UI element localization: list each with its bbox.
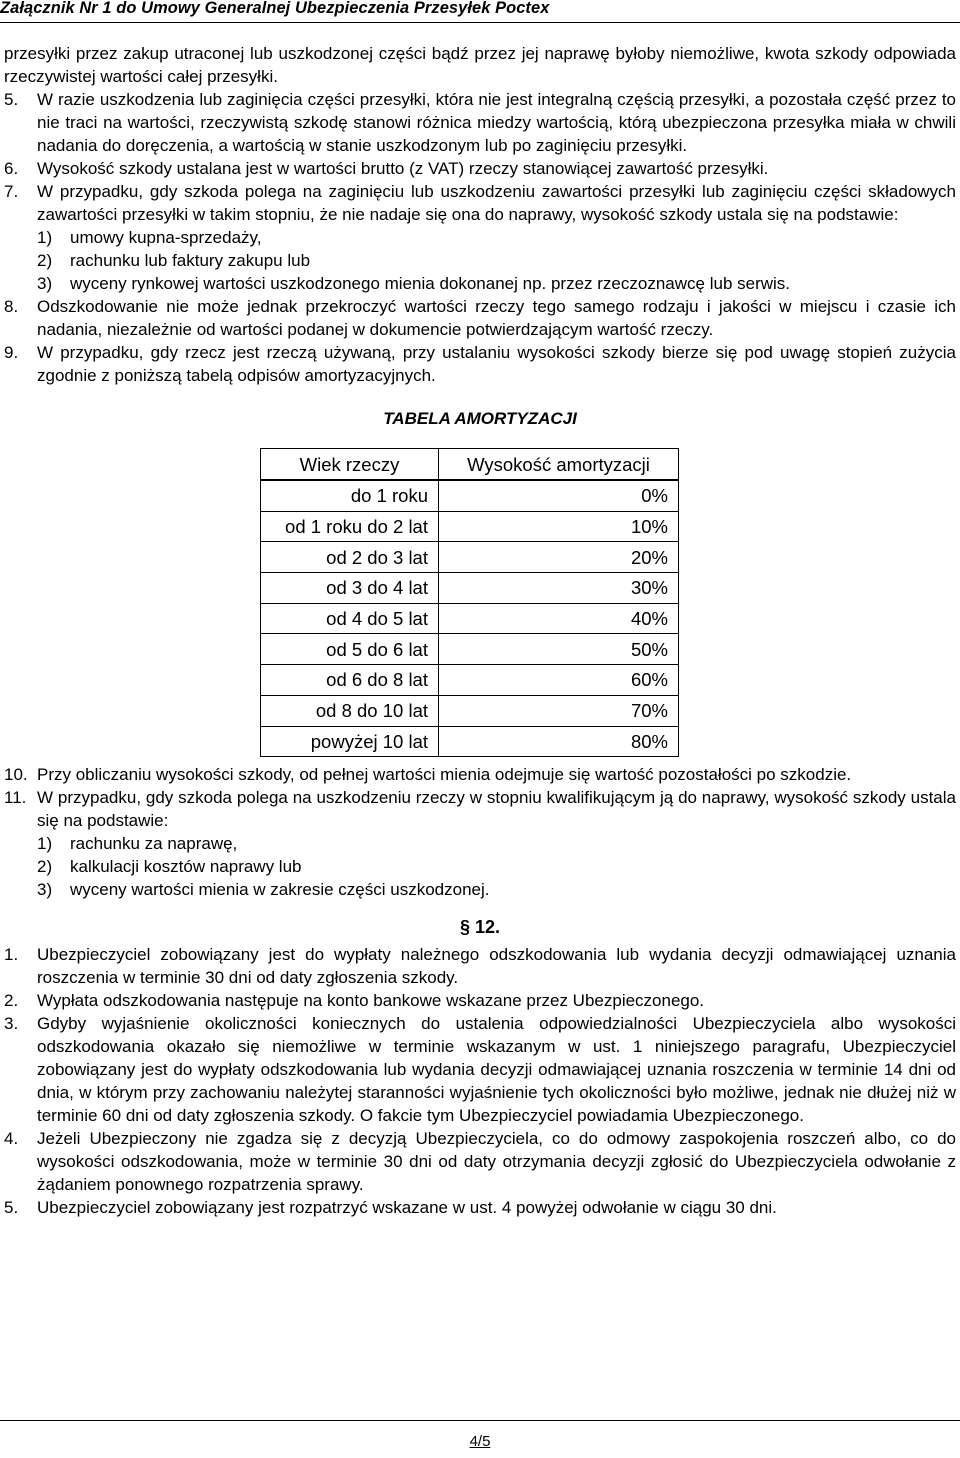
column-header-age: Wiek rzeczy	[261, 449, 439, 481]
sub-item-number: 1)	[37, 834, 53, 853]
table-row	[261, 665, 679, 696]
item-text: Ubezpieczyciel zobowiązany jest rozpatrzyć wskazane w ust. 4 powyżej odwołanie w ciągu 30 dni.	[37, 1198, 777, 1217]
item-text: Ubezpieczyciel zobowiązany jest do wypłaty należnego odszkodowania lub wydania decyzji odmawiającej uznania roszczenia w terminie 30 dni od daty zgłoszenia szkody.	[37, 945, 956, 987]
sub-item-number: 1)	[37, 228, 53, 247]
cell-amortization: 60%	[439, 665, 679, 696]
item-text: Odszkodowanie nie może jednak przekroczyć wartości rzeczy tego samego rodzaju i jakości w miejscu i czasie ich nadania, niezależnie od wartości podanej w dokumencie potwierdzającym wartość rzeczy.	[37, 297, 956, 339]
item-text: W razie uszkodzenia lub zaginięcia części przesyłki, która nie jest integralną częścią przesyłki, a pozostała część przez to nie traci na wartości, rzeczywistą szkodę stanowi różnica miedzy wartością, którą ubezpieczona przesyłka miała w chwili nadania do doręczenia, a wartością w stanie uszkodzonym lub po zaginięciu przesyłki.	[37, 90, 956, 155]
item-text: W przypadku, gdy szkoda polega na zaginięciu lub uszkodzeniu zawartości przesyłki lub zaginięciu części składowych zawartości przesyłki w takim stopniu, że nie nadaje się ona do naprawy, wysokość szkody ustala się na podstawie:	[37, 182, 956, 224]
sub-item	[4, 878, 956, 901]
table-row	[261, 634, 679, 665]
table-row	[261, 695, 679, 726]
list-item	[4, 295, 956, 341]
items-after-table-list	[4, 763, 956, 832]
item-number: 3.	[4, 1014, 19, 1033]
sub-item	[4, 832, 956, 855]
sub-item-text: wyceny wartości mienia w zakresie części uszkodzonej.	[70, 880, 490, 899]
sub-item-number: 2)	[37, 857, 53, 876]
cell-age: powyżej 10 lat	[261, 726, 439, 757]
cell-age: od 8 do 10 lat	[261, 695, 439, 726]
cell-age: do 1 roku	[261, 480, 439, 511]
items-top-list	[4, 88, 956, 226]
item-text: Gdyby wyjaśnienie okoliczności koniecznych do ustalenia odpowiedzialności Ubezpieczyciela albo wysokości odszkodowania okazało się niemożliwe w terminie wskazanym w ust. 1 niniejszego paragrafu, Ubezpieczyciel zobowiązany jest do wypłaty odszkodowania lub wydania decyzji odmawiającej uznania roszczenia w terminie 14 dni od dnia, w którym przy zachowaniu należytej staranności wyjaśnienie tych okoliczności było możliwe, jednak nie dłużej niż w terminie 60 dni od daty zgłoszenia szkody. O fakcie tym Ubezpieczyciel powiadamia Ubezpieczonego.	[37, 1014, 956, 1125]
sub-item-text: wyceny rynkowej wartości uszkodzonego mienia dokonanej np. przez rzeczoznawcę lub serwis.	[70, 274, 791, 293]
cell-amortization: 20%	[439, 542, 679, 573]
sub-item-number: 3)	[37, 880, 53, 899]
list-item	[4, 341, 956, 387]
item-text: Jeżeli Ubezpieczony nie zgadza się z decyzją Ubezpieczyciela, co do odmowy zaspokojenia roszczeń albo, co do wysokości odszkodowania, może w terminie 30 dni od daty otrzymania decyzji zgłosić do Ubezpieczyciela odwołanie z żądaniem ponownego rozpatrzenia sprawy.	[37, 1129, 956, 1194]
sub-item	[4, 855, 956, 878]
list-item	[4, 989, 956, 1012]
table-row	[261, 573, 679, 604]
list-item	[4, 88, 956, 157]
header-title: Załącznik Nr 1 do Umowy Generalnej Ubezpieczenia Przesyłek Poctex	[0, 0, 550, 17]
item7-sublist	[4, 226, 956, 295]
item-text: Przy obliczaniu wysokości szkody, od pełnej wartości mienia odejmuje się wartość pozostałości po szkodzie.	[37, 765, 852, 784]
cell-age: od 5 do 6 lat	[261, 634, 439, 665]
item-number: 6.	[4, 159, 19, 178]
sub-item	[4, 226, 956, 249]
cell-amortization: 0%	[439, 480, 679, 511]
item-number: 1.	[4, 945, 19, 964]
cell-amortization: 40%	[439, 603, 679, 634]
table-row	[261, 511, 679, 542]
item-text: W przypadku, gdy rzecz jest rzeczą używaną, przy ustalaniu wysokości szkody bierze się pod uwagę stopień zużycia zgodnie z poniższą tabelą odpisów amortyzacyjnych.	[37, 343, 956, 385]
cell-amortization: 50%	[439, 634, 679, 665]
item-number: 7.	[4, 182, 19, 201]
sub-item-text: rachunku za naprawę,	[70, 834, 238, 853]
list-item	[4, 763, 956, 786]
list-item	[4, 180, 956, 226]
cell-age: od 1 roku do 2 lat	[261, 511, 439, 542]
table-row	[261, 542, 679, 573]
table-title: TABELA AMORTYZACJI	[383, 409, 577, 428]
item-number: 10.	[4, 765, 28, 784]
table-header-row	[261, 449, 679, 481]
item11-sublist	[4, 832, 956, 901]
cell-age: od 3 do 4 lat	[261, 573, 439, 604]
list-item	[4, 1196, 956, 1219]
item-number: 8.	[4, 297, 19, 316]
continuation-paragraph: przesyłki przez zakup utraconej lub uszkodzonej części bądź przez jej naprawę byłoby niemożliwe, kwota szkody odpowiada rzeczywistej wartości całej przesyłki.	[4, 44, 956, 86]
item-number: 5.	[4, 90, 19, 109]
sub-item-text: kalkulacji kosztów naprawy lub	[70, 857, 302, 876]
cell-amortization: 10%	[439, 511, 679, 542]
cell-amortization: 80%	[439, 726, 679, 757]
item-text: W przypadku, gdy szkoda polega na uszkodzeniu rzeczy w stopniu kwalifikującym ją do naprawy, wysokość szkody ustala się na podstawie:	[37, 788, 956, 830]
table-row	[261, 726, 679, 757]
footer-divider	[0, 1420, 960, 1421]
sub-item-text: rachunku lub faktury zakupu lub	[70, 251, 311, 270]
sub-item-text: umowy kupna-sprzedaży,	[70, 228, 262, 247]
sub-item-number: 2)	[37, 251, 53, 270]
item-number: 11.	[4, 788, 27, 807]
item-text: Wysokość szkody ustalana jest w wartości brutto (z VAT) rzeczy stanowiącej zawartość przesyłki.	[37, 159, 769, 178]
amortization-table-wrap	[0, 448, 960, 763]
cell-age: od 2 do 3 lat	[261, 542, 439, 573]
items-mid-list	[4, 295, 956, 387]
item-number: 4.	[4, 1129, 19, 1148]
table-row	[261, 480, 679, 511]
item-number: 2.	[4, 991, 19, 1010]
list-item	[4, 1127, 956, 1196]
sub-item	[4, 272, 956, 295]
section-items-list	[4, 943, 956, 1219]
page-header	[0, 0, 960, 23]
column-header-amortization: Wysokość amortyzacji	[439, 449, 679, 481]
cell-age: od 6 do 8 lat	[261, 665, 439, 696]
amortization-table	[260, 448, 679, 757]
item-number: 5.	[4, 1198, 19, 1217]
list-item	[4, 157, 956, 180]
item-text: Wypłata odszkodowania następuje na konto bankowe wskazane przez Ubezpieczonego.	[37, 991, 705, 1010]
cell-amortization: 30%	[439, 573, 679, 604]
list-item	[4, 1012, 956, 1127]
table-row	[261, 603, 679, 634]
list-item	[4, 786, 956, 832]
item-number: 9.	[4, 343, 19, 362]
document-body	[4, 42, 956, 1219]
list-item	[4, 943, 956, 989]
page-number: 4/5	[469, 1433, 491, 1450]
section-heading: § 12.	[459, 917, 501, 937]
cell-amortization: 70%	[439, 695, 679, 726]
sub-item-number: 3)	[37, 274, 53, 293]
sub-item	[4, 249, 956, 272]
cell-age: od 4 do 5 lat	[261, 603, 439, 634]
